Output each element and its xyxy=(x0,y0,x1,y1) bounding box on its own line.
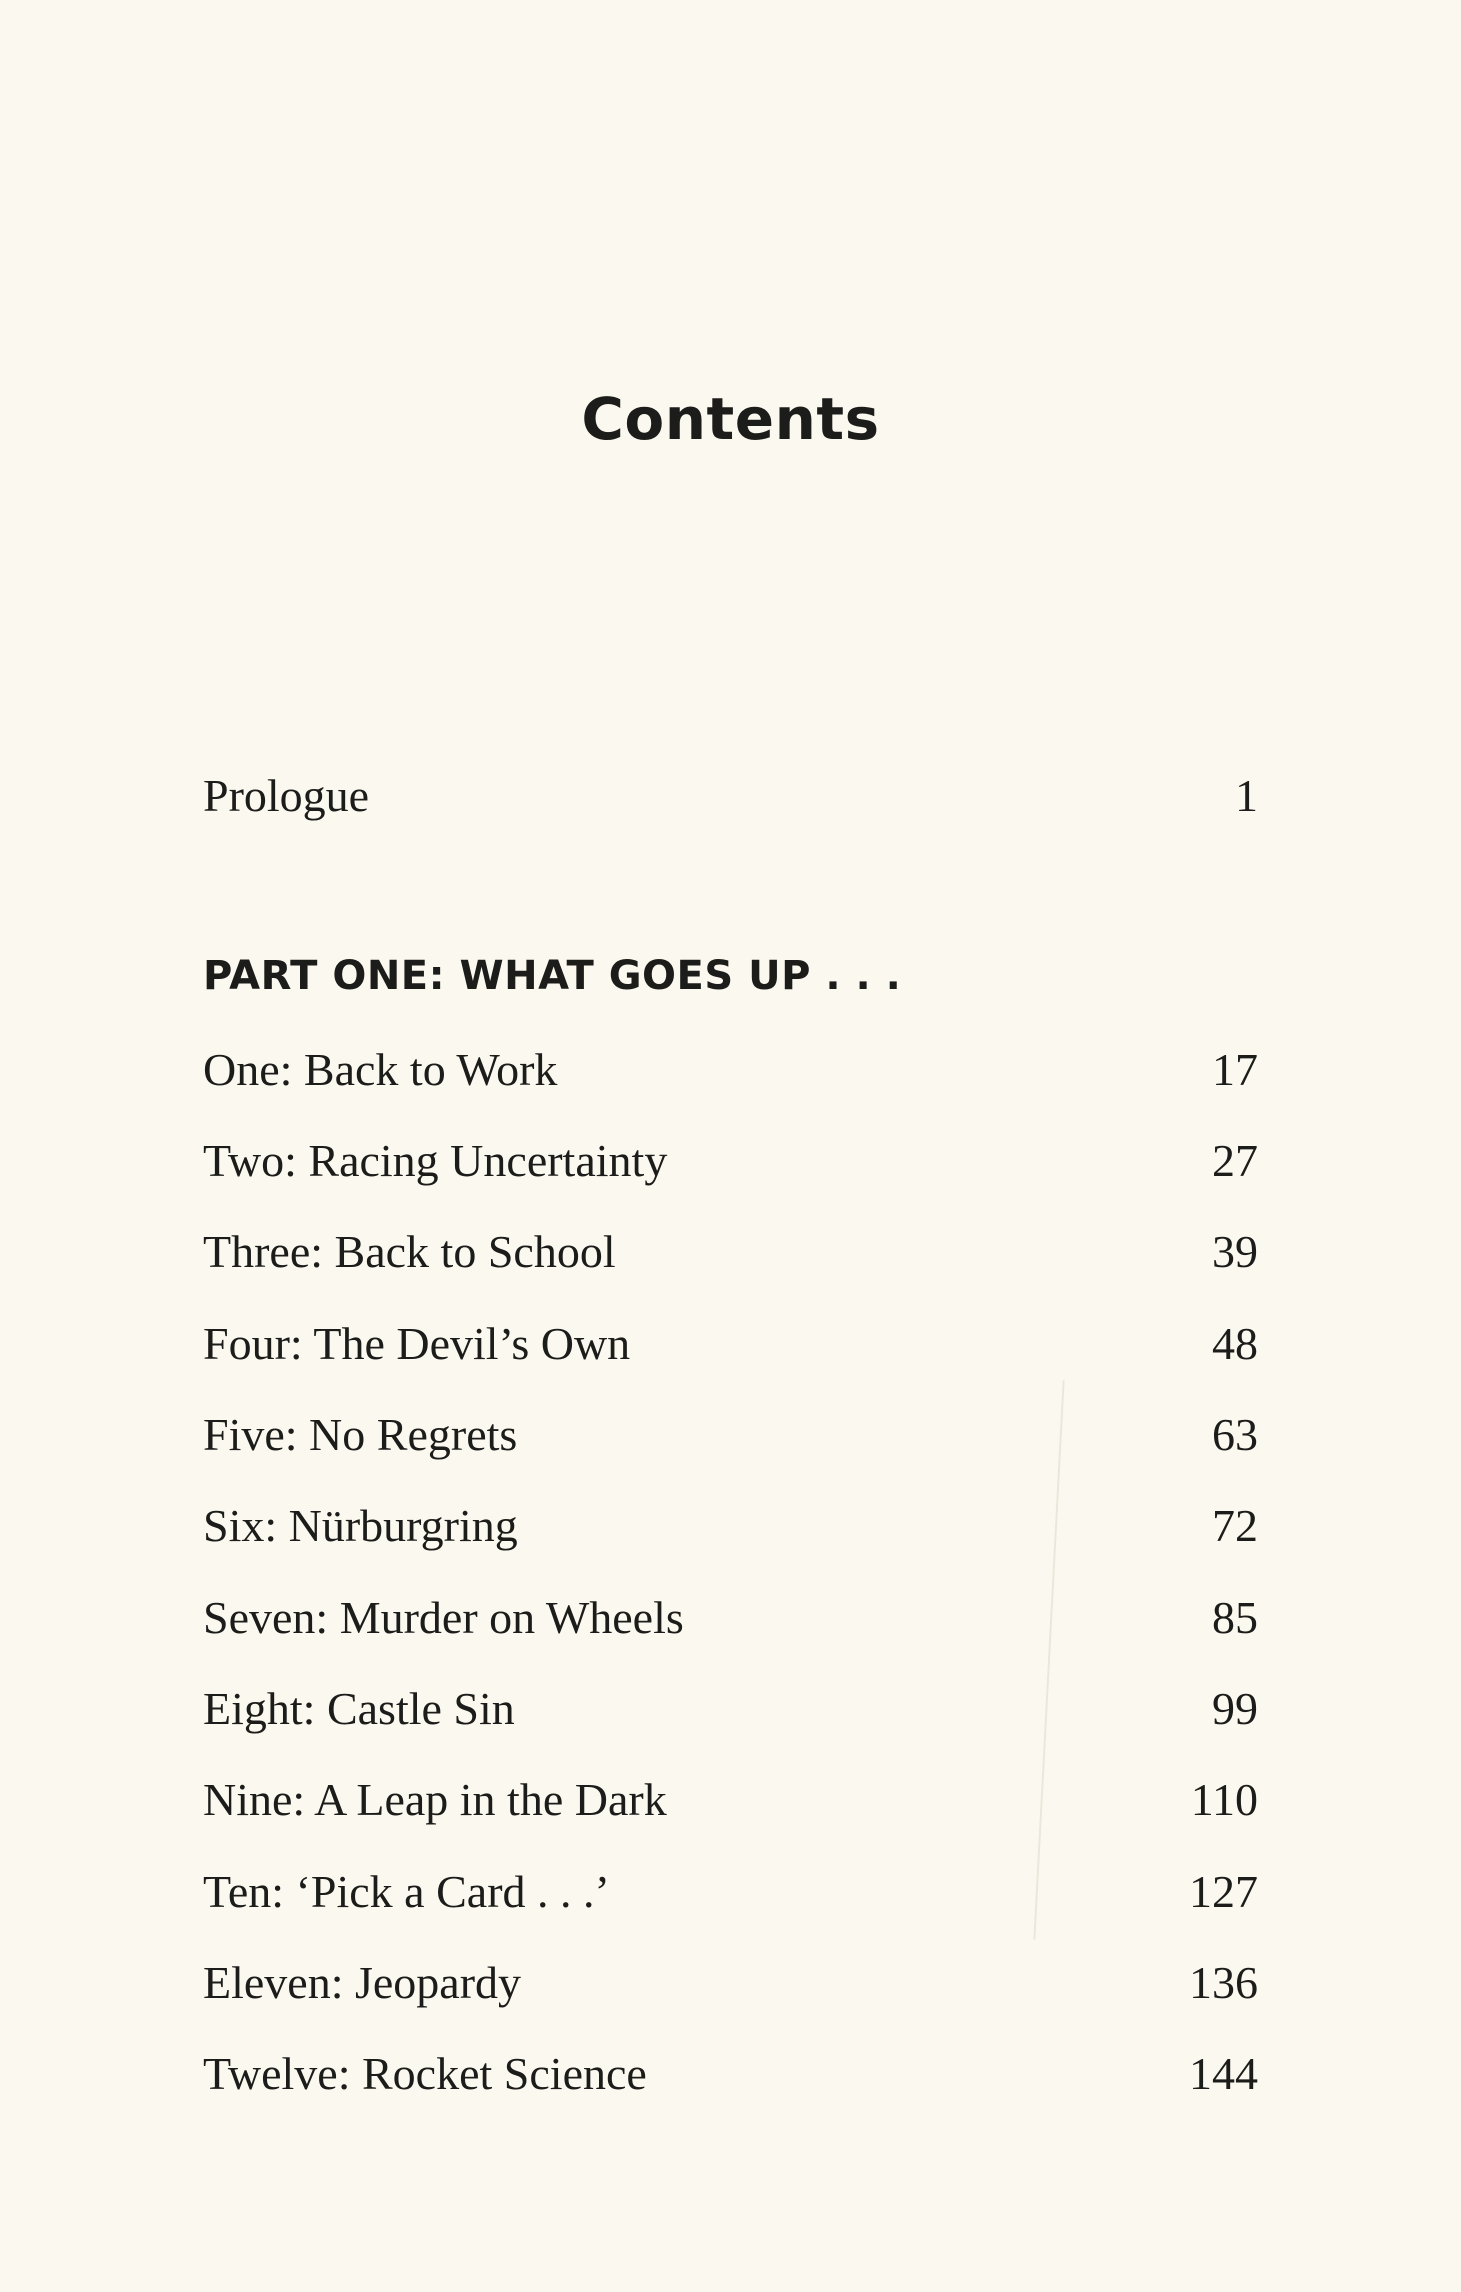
page-title: Contents xyxy=(581,385,880,453)
toc-entry xyxy=(203,1399,1258,1469)
toc-entry-title: Ten: ‘Pick a Card . . .’ xyxy=(203,1865,610,1917)
toc-entry-title: Three: Back to School xyxy=(203,1225,616,1277)
toc-entry-title: Eleven: Jeopardy xyxy=(203,1956,522,2008)
toc-entry-title: Twelve: Rocket Science xyxy=(203,2047,647,2099)
toc-entry-page: 144 xyxy=(1189,2047,1258,2099)
toc-entry-page: 72 xyxy=(1212,1499,1258,1551)
toc-entry xyxy=(203,1673,1258,1743)
toc-entry xyxy=(203,1308,1258,1378)
toc-entry xyxy=(203,1764,1258,1834)
toc-entry xyxy=(203,2038,1258,2108)
toc-entry-page: 63 xyxy=(1212,1408,1258,1460)
toc-entry-page: 85 xyxy=(1212,1591,1258,1643)
toc-entry-page: 39 xyxy=(1212,1225,1258,1277)
toc-entry xyxy=(203,1034,1258,1104)
toc-entry-title: Eight: Castle Sin xyxy=(203,1682,515,1734)
toc-entry xyxy=(203,1856,1258,1926)
toc-entry-title: Six: Nürburgring xyxy=(203,1499,518,1551)
toc-entry-page: 99 xyxy=(1212,1682,1258,1734)
toc-entry-page: 110 xyxy=(1190,1773,1258,1825)
toc-entry-title: Two: Racing Uncertainty xyxy=(203,1134,668,1186)
toc-entry-page: 136 xyxy=(1189,1956,1258,2008)
part-heading: PART ONE: WHAT GOES UP . . . xyxy=(203,953,902,999)
toc-entry-title: Nine: A Leap in the Dark xyxy=(203,1773,667,1825)
toc-entry-page: 27 xyxy=(1212,1134,1258,1186)
toc-entry xyxy=(203,1125,1258,1195)
toc-entry-page: 127 xyxy=(1189,1865,1258,1917)
toc-entry-title: One: Back to Work xyxy=(203,1043,558,1095)
toc-entry-title: Four: The Devil’s Own xyxy=(203,1317,631,1369)
toc-entry-title: Seven: Murder on Wheels xyxy=(203,1591,684,1643)
toc-entry xyxy=(203,1490,1258,1560)
toc-entry-page: 17 xyxy=(1212,1043,1258,1095)
toc-entry xyxy=(203,1216,1258,1286)
toc-entry-page: 1 xyxy=(1235,769,1258,821)
toc-entry xyxy=(203,1947,1258,2017)
toc-entry xyxy=(203,1582,1258,1652)
toc-entry-prologue xyxy=(203,760,1258,830)
toc-entry-title: Prologue xyxy=(203,769,370,821)
toc-entry-page: 48 xyxy=(1212,1317,1258,1369)
toc-entry-title: Five: No Regrets xyxy=(203,1408,518,1460)
